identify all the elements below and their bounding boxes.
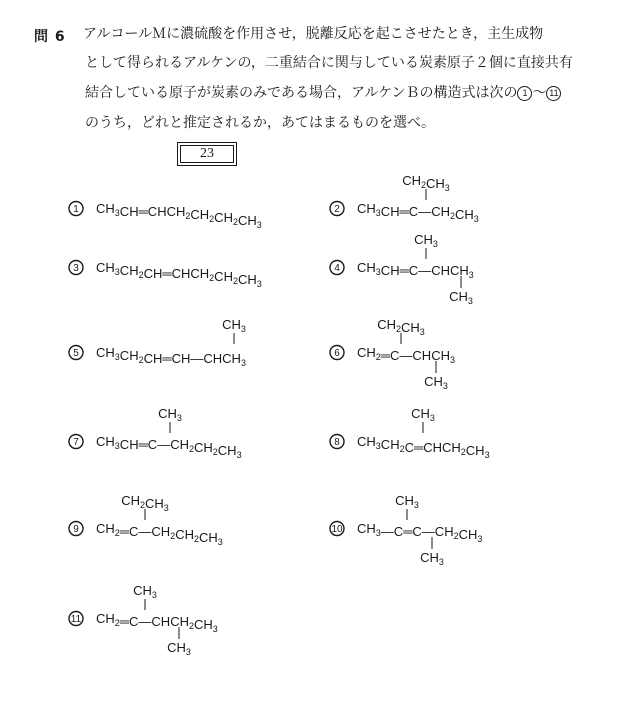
choice-option-6[interactable]: [330, 317, 455, 391]
choice-number: 9: [73, 524, 79, 535]
formula-top-branch: $CH_3$: [411, 406, 435, 423]
choice-option-9[interactable]: [69, 493, 223, 547]
formula-main-chain: $CH_3CH═C—CH_2CH_2CH_3$: [96, 434, 242, 460]
choice-number: 7: [73, 437, 79, 448]
choice-option-1[interactable]: [69, 201, 262, 230]
choice-number: 5: [73, 348, 79, 359]
formula-bottom-branch: $CH_3$: [167, 640, 191, 657]
answer-box[interactable]: 23: [177, 142, 237, 166]
choice-number: 8: [334, 437, 340, 448]
question-text-line-3-body: 結合している原子が炭素のみである場合，アルケンＢの構造式は次の: [85, 85, 518, 101]
question-text-line-4: のうち，どれと推定されるか，あてはまるものを選べ。: [85, 115, 435, 131]
choice-range-start: 1: [517, 86, 532, 101]
formula-main-chain: $CH_2═C—CHCH_2CH_3$: [96, 611, 218, 634]
question-text-line-2: として得られるアルケンの，二重結合に関与している炭素原子２個に直接共有: [85, 55, 573, 71]
formula-top-branch: $CH_3$: [133, 583, 157, 600]
formula-top-branch: $CH_2CH_3$: [121, 493, 169, 513]
formula-main-chain: $CH_3CH═CHCH_2CH_2CH_2CH_3$: [96, 201, 262, 230]
formula-main-chain: $CH_2═C—CHCH_3$: [357, 345, 455, 365]
formula-main-chain: $CH_3CH_2CH═CH—CHCH_3$: [96, 345, 246, 368]
formula-top-branch: $CH_3$: [395, 493, 419, 510]
formula-top-branch: $CH_3$: [414, 232, 438, 249]
choice-option-10[interactable]: [330, 493, 482, 567]
choice-option-11[interactable]: [69, 583, 218, 657]
formula-main-chain: $CH_3CH═C—CHCH_3$: [357, 260, 474, 280]
choice-option-2[interactable]: [330, 173, 479, 224]
formula-main-chain: $CH_3—C═C—CH_2CH_3$: [357, 521, 483, 544]
formula-main-chain: $CH_3CH═C—CH_2CH_3$: [357, 201, 479, 224]
choice-range-tilde: 〜: [532, 85, 547, 101]
question-text-line-1: アルコールＭに濃硫酸を作用させ，脱離反応を起こさせたとき，主生成物: [83, 26, 544, 42]
choice-number: 2: [334, 204, 340, 215]
choice-option-4[interactable]: [330, 232, 474, 306]
choice-number: 10: [331, 524, 343, 535]
choice-number: 11: [70, 614, 82, 625]
formula-main-chain: $CH_3CH_2C═CHCH_2CH_3$: [357, 434, 490, 460]
formula-bottom-branch: $CH_3$: [424, 374, 448, 391]
formula-bottom-branch: $CH_3$: [449, 289, 473, 306]
formula-top-branch: $CH_2CH_3$: [402, 173, 450, 193]
choice-number: 4: [334, 263, 340, 274]
formula-top-branch: $CH_2CH_3$: [377, 317, 425, 337]
choice-range-end: 11: [546, 86, 561, 101]
choice-option-5[interactable]: [69, 317, 246, 368]
formula-main-chain: $CH_2═C—CH_2CH_2CH_3$: [96, 521, 223, 547]
formula-top-branch: $CH_3$: [158, 406, 182, 423]
choice-option-8[interactable]: [330, 406, 490, 460]
formula-top-branch: $CH_3$: [222, 317, 246, 334]
question-label: 問 6: [34, 29, 66, 45]
formula-main-chain: $CH_3CH_2CH═CHCH_2CH_2CH_3$: [96, 260, 262, 289]
choice-option-7[interactable]: [69, 406, 242, 460]
choice-number: 1: [73, 204, 79, 215]
choice-number: 3: [73, 263, 79, 274]
choice-option-3[interactable]: [69, 260, 262, 289]
choice-number: 6: [334, 348, 340, 359]
formula-bottom-branch: $CH_3$: [420, 550, 444, 567]
